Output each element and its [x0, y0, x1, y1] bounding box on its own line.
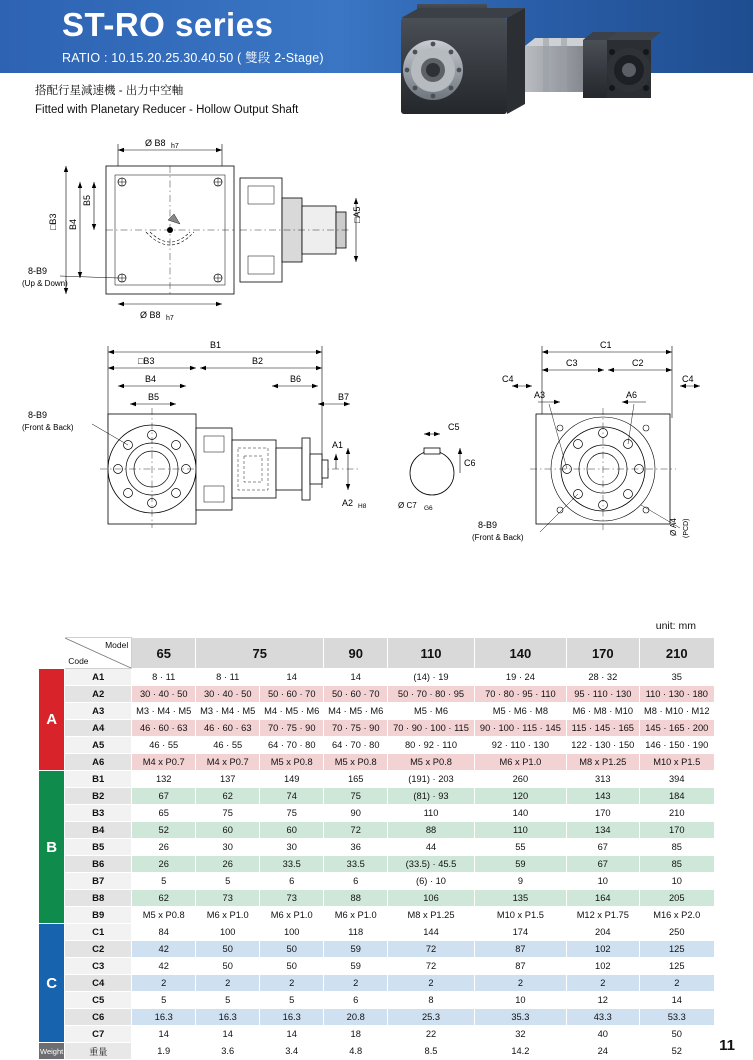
cell-B1-7: 394	[639, 771, 714, 788]
cell-A6-4: M5 x P0.8	[388, 754, 475, 771]
row-code-C4: C4	[65, 975, 132, 992]
table-row	[39, 975, 715, 992]
cell-B5-3: 36	[324, 839, 388, 856]
cell-A3-1: M3 · M4 · M5	[196, 703, 260, 720]
cell-B1-6: 313	[567, 771, 640, 788]
cell-B6-6: 67	[567, 856, 640, 873]
cell-A4-0: 46 · 60 · 63	[132, 720, 196, 737]
cell-B7-6: 10	[567, 873, 640, 890]
row-code-A2: A2	[65, 686, 132, 703]
cell-A3-0: M3 · M4 · M5	[132, 703, 196, 720]
cell-B3-2: 75	[260, 805, 324, 822]
product-photo	[393, 0, 753, 140]
cell-B5-5: 55	[474, 839, 566, 856]
cell-B5-6: 67	[567, 839, 640, 856]
cell-A3-4: M5 · M6	[388, 703, 475, 720]
svg-text:(Front & Back): (Front & Back)	[472, 533, 524, 542]
cell-C6-2: 16.3	[260, 1009, 324, 1026]
cell-重量-5: 14.2	[474, 1043, 566, 1060]
cell-C1-5: 174	[474, 924, 566, 941]
cell-C5-6: 12	[567, 992, 640, 1009]
svg-text:B5: B5	[148, 392, 160, 402]
cell-重量-1: 3.6	[196, 1043, 260, 1060]
svg-text:C5: C5	[448, 422, 460, 432]
cell-B8-6: 164	[567, 890, 640, 907]
cell-B7-3: 6	[324, 873, 388, 890]
cell-B2-0: 67	[132, 788, 196, 805]
cell-A6-1: M4 x P0.7	[196, 754, 260, 771]
svg-text:A2: A2	[342, 498, 354, 508]
row-code-A3: A3	[65, 703, 132, 720]
table-row	[39, 788, 715, 805]
cell-B3-5: 140	[474, 805, 566, 822]
table-row	[39, 992, 715, 1009]
cell-A2-7: 110 · 130 · 180	[639, 686, 714, 703]
cell-A5-5: 92 · 110 · 130	[474, 737, 566, 754]
cell-B7-5: 9	[474, 873, 566, 890]
model-code-corner	[65, 638, 132, 669]
svg-text:h7: h7	[171, 143, 179, 150]
cell-C1-3: 118	[324, 924, 388, 941]
row-code-B9: B9	[65, 907, 132, 924]
cell-C3-7: 125	[639, 958, 714, 975]
cell-C6-7: 53.3	[639, 1009, 714, 1026]
cell-A2-2: 50 · 60 · 70	[260, 686, 324, 703]
row-code-A4: A4	[65, 720, 132, 737]
cell-B2-1: 62	[196, 788, 260, 805]
svg-text:8-B9: 8-B9	[28, 410, 48, 420]
row-code-C6: C6	[65, 1009, 132, 1026]
cell-B6-3: 33.5	[324, 856, 388, 873]
cell-A4-7: 145 · 165 · 200	[639, 720, 714, 737]
table-row	[39, 856, 715, 873]
cell-C1-1: 100	[196, 924, 260, 941]
cell-重量-7: 52	[639, 1043, 714, 1060]
cell-B1-4: (191) · 203	[388, 771, 475, 788]
cell-重量-2: 3.4	[260, 1043, 324, 1060]
cell-B9-1: M6 x P1.0	[196, 907, 260, 924]
svg-text:□A5: □A5	[352, 206, 362, 223]
cell-A1-7: 35	[639, 669, 714, 686]
cell-B2-6: 143	[567, 788, 640, 805]
cell-B3-3: 90	[324, 805, 388, 822]
corner-code-label: Code	[68, 656, 89, 666]
cell-C4-4: 2	[388, 975, 475, 992]
table-row	[39, 703, 715, 720]
table-header-row	[39, 638, 715, 669]
row-code-B5: B5	[65, 839, 132, 856]
group-label-c: C	[39, 924, 65, 1043]
svg-text:(Up & Down): (Up & Down)	[22, 279, 68, 288]
svg-text:C1: C1	[600, 340, 612, 350]
spec-table	[38, 637, 715, 1060]
cell-B9-6: M12 x P1.75	[567, 907, 640, 924]
cell-A4-4: 70 · 90 · 100 · 115	[388, 720, 475, 737]
cell-B7-4: (6) · 10	[388, 873, 475, 890]
cell-C2-3: 59	[324, 941, 388, 958]
cell-B6-5: 59	[474, 856, 566, 873]
cell-C5-7: 14	[639, 992, 714, 1009]
cell-B5-7: 85	[639, 839, 714, 856]
cell-A2-4: 50 · 70 · 80 · 95	[388, 686, 475, 703]
cell-C6-0: 16.3	[132, 1009, 196, 1026]
svg-text:A1: A1	[332, 440, 344, 450]
svg-text:B2: B2	[252, 356, 264, 366]
cell-B8-3: 88	[324, 890, 388, 907]
cell-A5-7: 146 · 150 · 190	[639, 737, 714, 754]
cell-C4-7: 2	[639, 975, 714, 992]
svg-text:8-B9: 8-B9	[478, 520, 498, 530]
cell-B6-4: (33.5) · 45.5	[388, 856, 475, 873]
cell-B5-0: 26	[132, 839, 196, 856]
cell-B8-4: 106	[388, 890, 475, 907]
cell-C1-7: 250	[639, 924, 714, 941]
group-label-a: A	[39, 669, 65, 771]
cell-B2-3: 75	[324, 788, 388, 805]
cell-B4-2: 60	[260, 822, 324, 839]
cell-C7-6: 40	[567, 1026, 640, 1043]
cell-A5-6: 122 · 130 · 150	[567, 737, 640, 754]
cell-B9-3: M6 x P1.0	[324, 907, 388, 924]
table-row	[39, 873, 715, 890]
cell-C7-3: 18	[324, 1026, 388, 1043]
cell-B3-6: 170	[567, 805, 640, 822]
cell-重量-3: 4.8	[324, 1043, 388, 1060]
cell-A6-3: M5 x P0.8	[324, 754, 388, 771]
cell-A6-2: M5 x P0.8	[260, 754, 324, 771]
table-row	[39, 907, 715, 924]
cell-C2-5: 87	[474, 941, 566, 958]
cell-C6-6: 43.3	[567, 1009, 640, 1026]
cell-C3-0: 42	[132, 958, 196, 975]
cell-A5-2: 64 · 70 · 80	[260, 737, 324, 754]
header-spacer	[39, 638, 65, 669]
cell-A3-5: M5 · M6 · M8	[474, 703, 566, 720]
table-row	[39, 941, 715, 958]
cell-A4-6: 115 · 145 · 165	[567, 720, 640, 737]
table-row	[39, 839, 715, 856]
row-code-B4: B4	[65, 822, 132, 839]
cell-B4-0: 52	[132, 822, 196, 839]
cell-B4-4: 88	[388, 822, 475, 839]
page-title: ST-RO series	[62, 6, 274, 43]
svg-text:B5: B5	[82, 194, 92, 206]
cell-A6-7: M10 x P1.5	[639, 754, 714, 771]
cell-C7-2: 14	[260, 1026, 324, 1043]
cell-C5-4: 8	[388, 992, 475, 1009]
cell-A6-5: M6 x P1.0	[474, 754, 566, 771]
cell-B7-7: 10	[639, 873, 714, 890]
cell-A4-2: 70 · 75 · 90	[260, 720, 324, 737]
cell-C3-2: 50	[260, 958, 324, 975]
cell-B3-4: 110	[388, 805, 475, 822]
row-code-重量: 重量	[65, 1043, 132, 1060]
cell-B6-7: 85	[639, 856, 714, 873]
cell-C2-0: 42	[132, 941, 196, 958]
cell-B1-1: 137	[196, 771, 260, 788]
cell-B8-1: 73	[196, 890, 260, 907]
cell-C3-3: 59	[324, 958, 388, 975]
cell-C5-1: 5	[196, 992, 260, 1009]
table-row	[39, 686, 715, 703]
cell-A2-0: 30 · 40 · 50	[132, 686, 196, 703]
cell-C7-7: 50	[639, 1026, 714, 1043]
cell-C6-5: 35.3	[474, 1009, 566, 1026]
cell-A5-0: 46 · 55	[132, 737, 196, 754]
svg-text:Ø B8: Ø B8	[145, 138, 166, 148]
row-code-B7: B7	[65, 873, 132, 890]
cell-A1-2: 14	[260, 669, 324, 686]
page-number: 11	[719, 1037, 735, 1054]
cell-重量-6: 24	[567, 1043, 640, 1060]
svg-text:B4: B4	[145, 374, 157, 384]
cell-A3-2: M4 · M5 · M6	[260, 703, 324, 720]
row-code-B1: B1	[65, 771, 132, 788]
col-header-210: 210	[639, 638, 714, 669]
col-header-170: 170	[567, 638, 640, 669]
cell-B5-2: 30	[260, 839, 324, 856]
row-code-C1: C1	[65, 924, 132, 941]
cell-A2-1: 30 · 40 · 50	[196, 686, 260, 703]
cell-B6-1: 26	[196, 856, 260, 873]
svg-text:Ø B8: Ø B8	[140, 310, 161, 320]
cell-A6-6: M8 x P1.25	[567, 754, 640, 771]
cell-B7-2: 6	[260, 873, 324, 890]
col-header-140: 140	[474, 638, 566, 669]
row-code-C2: C2	[65, 941, 132, 958]
svg-text:B7: B7	[338, 392, 350, 402]
cell-C1-0: 84	[132, 924, 196, 941]
row-code-A6: A6	[65, 754, 132, 771]
cell-B7-0: 5	[132, 873, 196, 890]
svg-text:Ø A4: Ø A4	[669, 518, 678, 536]
cell-A5-1: 46 · 55	[196, 737, 260, 754]
table-body	[39, 669, 715, 1060]
svg-text:B1: B1	[210, 340, 222, 350]
cell-B1-0: 132	[132, 771, 196, 788]
cell-C6-1: 16.3	[196, 1009, 260, 1026]
corner-model-label: Model	[105, 640, 129, 650]
cell-B5-4: 44	[388, 839, 475, 856]
cell-B5-1: 30	[196, 839, 260, 856]
svg-text:A3: A3	[534, 390, 546, 400]
cell-B4-3: 72	[324, 822, 388, 839]
cell-A3-7: M8 · M10 · M12	[639, 703, 714, 720]
cell-B7-1: 5	[196, 873, 260, 890]
cell-A5-3: 64 · 70 · 80	[324, 737, 388, 754]
cell-C4-6: 2	[567, 975, 640, 992]
table-row	[39, 669, 715, 686]
cell-C2-6: 102	[567, 941, 640, 958]
table-row	[39, 720, 715, 737]
cell-B9-0: M5 x P0.8	[132, 907, 196, 924]
svg-text:G6: G6	[424, 505, 433, 512]
cell-C2-4: 72	[388, 941, 475, 958]
cell-B3-1: 75	[196, 805, 260, 822]
svg-text:C6: C6	[464, 458, 476, 468]
table-row	[39, 924, 715, 941]
row-code-B8: B8	[65, 890, 132, 907]
cell-A1-5: 19 · 24	[474, 669, 566, 686]
cell-C6-3: 20.8	[324, 1009, 388, 1026]
cell-C7-1: 14	[196, 1026, 260, 1043]
cell-A4-5: 90 · 100 · 115 · 145	[474, 720, 566, 737]
table-row	[39, 822, 715, 839]
row-code-B2: B2	[65, 788, 132, 805]
cell-A1-3: 14	[324, 669, 388, 686]
row-code-C3: C3	[65, 958, 132, 975]
svg-text:C2: C2	[632, 358, 644, 368]
row-code-A5: A5	[65, 737, 132, 754]
cell-C5-2: 5	[260, 992, 324, 1009]
cell-B9-2: M6 x P1.0	[260, 907, 324, 924]
cell-A3-3: M4 · M5 · M6	[324, 703, 388, 720]
col-header-65: 65	[132, 638, 196, 669]
table-row	[39, 737, 715, 754]
svg-text:□B3: □B3	[138, 356, 155, 366]
cell-B6-2: 33.5	[260, 856, 324, 873]
cell-B4-5: 110	[474, 822, 566, 839]
cell-A4-3: 70 · 75 · 90	[324, 720, 388, 737]
cell-C5-0: 5	[132, 992, 196, 1009]
cell-C2-1: 50	[196, 941, 260, 958]
cell-B2-2: 74	[260, 788, 324, 805]
table-row	[39, 1043, 715, 1060]
col-header-110: 110	[388, 638, 475, 669]
cell-C4-5: 2	[474, 975, 566, 992]
group-label-b: B	[39, 771, 65, 924]
cell-C3-6: 102	[567, 958, 640, 975]
cell-重量-4: 8.5	[388, 1043, 475, 1060]
col-header-90: 90	[324, 638, 388, 669]
table-row	[39, 890, 715, 907]
cell-C5-5: 10	[474, 992, 566, 1009]
cell-C3-4: 72	[388, 958, 475, 975]
cell-B6-0: 26	[132, 856, 196, 873]
cell-C4-2: 2	[260, 975, 324, 992]
cell-C1-6: 204	[567, 924, 640, 941]
cell-B8-0: 62	[132, 890, 196, 907]
col-header-75: 75	[196, 638, 324, 669]
cell-C2-2: 50	[260, 941, 324, 958]
cell-C3-1: 50	[196, 958, 260, 975]
table-row	[39, 1009, 715, 1026]
svg-text:(Front & Back): (Front & Back)	[22, 423, 74, 432]
cell-B1-3: 165	[324, 771, 388, 788]
table-row	[39, 958, 715, 975]
cell-C4-1: 2	[196, 975, 260, 992]
cell-A2-6: 95 · 110 · 130	[567, 686, 640, 703]
cell-C4-3: 2	[324, 975, 388, 992]
cell-C7-4: 22	[388, 1026, 475, 1043]
cell-C4-0: 2	[132, 975, 196, 992]
cell-B8-7: 205	[639, 890, 714, 907]
svg-text:C3: C3	[566, 358, 578, 368]
svg-text:C4: C4	[502, 374, 514, 384]
svg-text:Ø C7: Ø C7	[398, 501, 417, 510]
cell-B9-7: M16 x P2.0	[639, 907, 714, 924]
cell-B9-4: M8 x P1.25	[388, 907, 475, 924]
cell-B2-7: 184	[639, 788, 714, 805]
cell-B8-5: 135	[474, 890, 566, 907]
table-row	[39, 771, 715, 788]
cell-B2-4: (81) · 93	[388, 788, 475, 805]
row-code-B6: B6	[65, 856, 132, 873]
svg-text:h7: h7	[166, 315, 174, 322]
cell-B4-6: 134	[567, 822, 640, 839]
cell-A3-6: M6 · M8 · M10	[567, 703, 640, 720]
cell-B1-5: 260	[474, 771, 566, 788]
cell-重量-0: 1.9	[132, 1043, 196, 1060]
unit-label: unit: mm	[655, 620, 696, 632]
cell-A6-0: M4 x P0.7	[132, 754, 196, 771]
technical-drawings	[0, 128, 753, 618]
cell-C1-4: 144	[388, 924, 475, 941]
svg-text:(PCD): (PCD)	[683, 518, 690, 538]
cell-B4-1: 60	[196, 822, 260, 839]
cell-A5-4: 80 · 92 · 110	[388, 737, 475, 754]
row-code-C5: C5	[65, 992, 132, 1009]
cell-B3-0: 65	[132, 805, 196, 822]
svg-text:B4: B4	[68, 218, 78, 230]
cell-B1-2: 149	[260, 771, 324, 788]
cell-C1-2: 100	[260, 924, 324, 941]
subtitle-chinese: 搭配行星減速機 - 出力中空軸	[35, 85, 184, 97]
row-code-C7: C7	[65, 1026, 132, 1043]
cell-C3-5: 87	[474, 958, 566, 975]
cell-B2-5: 120	[474, 788, 566, 805]
table-row	[39, 805, 715, 822]
svg-text:B6: B6	[290, 374, 302, 384]
subtitle-english: Fitted with Planetary Reducer - Hollow Output Shaft	[35, 104, 299, 116]
cell-A1-0: 8 · 11	[132, 669, 196, 686]
cell-C6-4: 25.3	[388, 1009, 475, 1026]
cell-C5-3: 6	[324, 992, 388, 1009]
cell-B9-5: M10 x P1.5	[474, 907, 566, 924]
svg-text:H8: H8	[358, 503, 367, 510]
svg-text:C4: C4	[682, 374, 694, 384]
cell-C2-7: 125	[639, 941, 714, 958]
table-row	[39, 754, 715, 771]
cell-A1-1: 8 · 11	[196, 669, 260, 686]
row-code-A1: A1	[65, 669, 132, 686]
cell-B8-2: 73	[260, 890, 324, 907]
svg-text:8-B9: 8-B9	[28, 266, 48, 276]
cell-C7-0: 14	[132, 1026, 196, 1043]
cell-A1-4: (14) · 19	[388, 669, 475, 686]
cell-C7-5: 32	[474, 1026, 566, 1043]
row-code-B3: B3	[65, 805, 132, 822]
cell-B3-7: 210	[639, 805, 714, 822]
cell-B4-7: 170	[639, 822, 714, 839]
specification-table	[38, 637, 715, 1060]
group-label-weight: Weight	[39, 1043, 65, 1060]
cell-A2-5: 70 · 80 · 95 · 110	[474, 686, 566, 703]
svg-text:□B3: □B3	[48, 213, 58, 230]
cell-A2-3: 50 · 60 · 70	[324, 686, 388, 703]
cell-A1-6: 28 · 32	[567, 669, 640, 686]
table-row	[39, 1026, 715, 1043]
svg-text:A6: A6	[626, 390, 638, 400]
ratio-text: RATIO : 10.15.20.25.30.40.50 ( 雙段 2-Stage)	[62, 51, 324, 65]
cell-A4-1: 46 · 60 · 63	[196, 720, 260, 737]
